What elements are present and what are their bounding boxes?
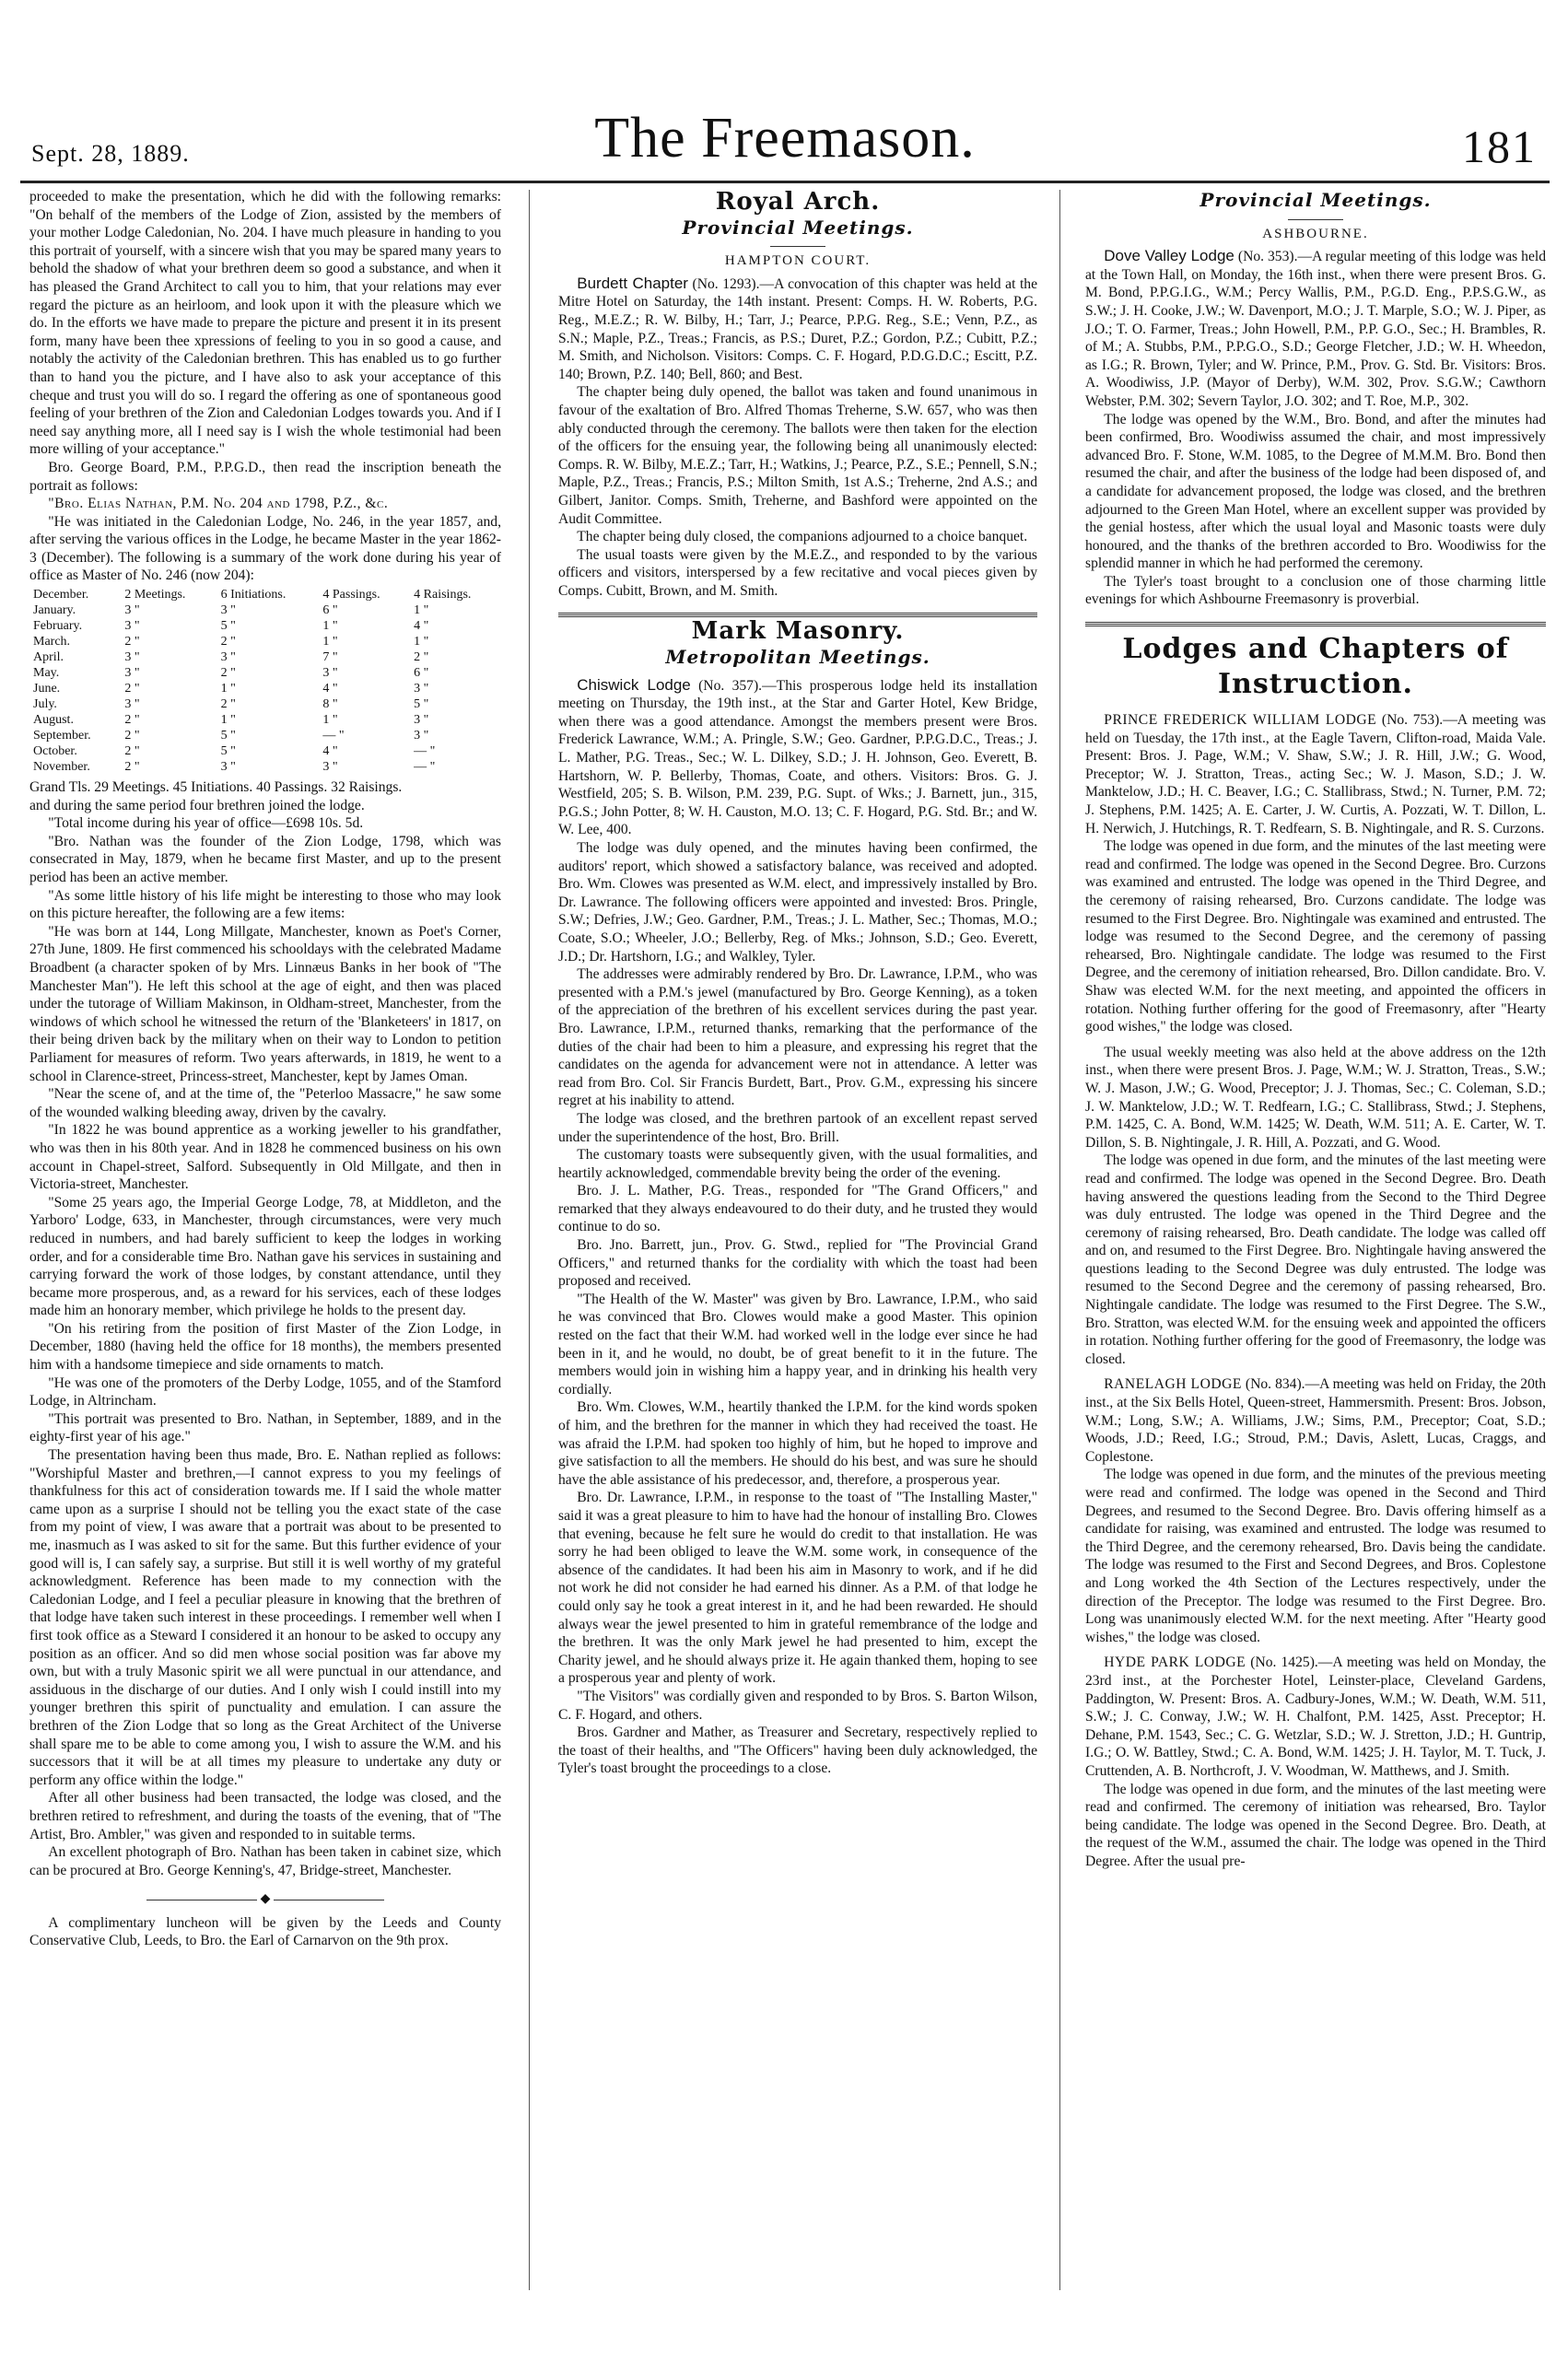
short-rule bbox=[770, 246, 825, 247]
paragraph: "Near the scene of, and at the time of, the "Peterloo Massacre," he saw some of the wounded walking bleeding away, driven by the cavalry. bbox=[29, 1086, 501, 1120]
paragraph: Bros. Gardner and Mather, as Treasurer and Secretary, respectively replied to the toast of their healths, and "The Officers" having been duly acknowledged, the Tyler's toast brought the proceedings to a close. bbox=[558, 1725, 1037, 1777]
table-cell: 3 " bbox=[124, 650, 140, 665]
newspaper-title: The Freemason. bbox=[594, 107, 976, 170]
table-row bbox=[29, 743, 501, 759]
paragraph: The lodge was opened by the W.M., Bro. Bond, and after the minutes had been confirmed, Bro. Woodiwiss assumed the chair, and most impressively advanced Bro. F. Stone, W.M. 1085, to the Degree of M.M.M. Bro. Bond then resumed the chair, and after the business of the lodge had been disposed of, and a candidate for advancement proposed, the lodge was closed, and the brethren adjourned to the Green Man Hotel, where an excellent supper was provided by the genial hostess, after which the usual loyal and Masonic toasts were duly honoured, and the thanks of the brethren accorded to Bro. Woodiwiss for the splendid manner in which he had performed the ceremony. bbox=[1085, 411, 1546, 572]
table-cell: 3 " bbox=[322, 666, 338, 681]
heading-line: Instruction. bbox=[1218, 668, 1413, 701]
table-row bbox=[29, 602, 501, 618]
lodge-name: Dove Valley Lodge bbox=[1104, 247, 1235, 265]
paragraph: "He was one of the promoters of the Derby Lodge, 1055, and of the Stamford Lodge, in Altrincham. bbox=[29, 1374, 501, 1409]
paragraph: and during the same period four brethren joined the lodge. bbox=[29, 797, 365, 813]
table-cell: 3 " bbox=[124, 603, 140, 618]
table-row bbox=[29, 696, 501, 712]
table-cell: 1 " bbox=[322, 635, 338, 649]
lodge-name: Chiswick Lodge bbox=[577, 675, 691, 694]
paragraph: The lodge was opened in due form, and the minutes of the last meeting were read and confirmed. The ceremony of initiation was rehearsed, Bro. Taylor being candidate. The lodge was opened in the Second Degree. Bro. Death, at the request of the W.M., assumed the chair. The lodge was opened in the Third Degree. After the usual pre- bbox=[1085, 1781, 1546, 1869]
table-cell: November. bbox=[33, 760, 90, 775]
table-cell: 2 " bbox=[124, 744, 140, 759]
table-cell: 3 " bbox=[124, 697, 140, 712]
paragraph: Bro. J. L. Mather, P.G. Treas., responded for "The Grand Officers," and remarked that they always endeavoured to do their duty, and he trusted they would continue to do so. bbox=[558, 1183, 1037, 1235]
table-cell: 1 " bbox=[414, 603, 429, 618]
table-header-row bbox=[29, 587, 501, 602]
table-cell: 3 " bbox=[220, 603, 236, 618]
masthead-rule bbox=[20, 181, 1550, 183]
paragraph: "He was born at 144, Long Millgate, Manchester, known as Poet's Corner, 27th June, 1809. He first commenced his schooldays with the celebrated Madame Broadbent (a character spoken of by Mrs. Linnæus Banks in her book of "The Manchester Man"). He left this school at the age of eight, and then was placed under the tutorage of William Makinson, in Oldham-street, Manchester, from the windows of which school he witnessed the return of the 'Blanketeers' in 1817, on their being driven back by the military when on their way to London to petition Parliament for measures of reform. Two years afterwards, in 1819, he went to a school in Clarence-street, Princess-street, Manchester, kept by James Oman. bbox=[29, 923, 501, 1084]
table-row bbox=[29, 649, 501, 665]
section-rule bbox=[1085, 622, 1546, 626]
lodge-name: HYDE PARK LODGE bbox=[1104, 1655, 1246, 1671]
paragraph: An excellent photograph of Bro. Nathan has been taken in cabinet size, which can be procured at Bro. George Kenning's, 47, Bridge-street, Manchester. bbox=[29, 1844, 501, 1878]
table-cell: 5 " bbox=[220, 729, 236, 743]
issue-date: Sept. 28, 1889. bbox=[31, 140, 190, 167]
lodge-report: —This prosperous lodge held its installation meeting on Thursday, the 19th inst., at the Star and Garter Hotel, Kew Bridge, when there was a good attendance. Amongst the members present were Bros. Frederick Lawrance, W.M.; A. Pringle, S.W.; Geo. Gardner, P.P.G.D.C., Treas.; J. L. Mather, P.G. Treas., Sec.; W. L. Dilkey, S.D.; J. H. Johnson, Geo. Everett, B. Hartshorn, W. P. Bellerby, Thomas, Coate, and others. Visitors: Bros. G. J. Westfield, 205; S. B. Wilson, P.M. 239, P.G. Supt. of Wks.; J. Barnett, jun., 315, P.G.S.; John Potter, 8; W. H. Causton, M.O. 13; C. F. Hogard, P.G. Std. Br.; and W. W. Lee, 400. bbox=[558, 677, 1037, 838]
paragraph: The usual weekly meeting was also held at the above address on the 12th inst., when there were present Bros. J. Page, W.M.; W. J. Stratton, Treas., S.W.; W. J. Mason, J.W.; G. Wood, Preceptor; J. J. Thomas, Sec.; C. Coleman, S.D.; J. W. Manktelow, J.D.; W. T. Redfearn, I.G.; C. Stallibrass, Stwd.; J. Stephens, P.M. 1425, C. A. Bond, W.M. 1425; W. Death, W.M. 511; A. E. Carter, W. T. Dillon, S. B. Nightingale, J. R. Hill, A. Pozzati, and G. Wood. bbox=[1085, 1044, 1546, 1151]
place-heading: HAMPTON COURT. bbox=[724, 253, 872, 269]
paragraph: proceeded to make the presentation, which he did with the following remarks: "On behalf of the members of the Lodge of Zion, assisted by the members of your mother Lodge Caledonian, No. 204. I have much pleasure in handing to you this portrait of yourself, with a sincere wish that you may be spared many years to behold the shadow of what your brethren deem so good a substance, and when it has pleased the Grand Architect to call you to him, that your relations may ever regard the picture as an heirloom, and look upon it with the pleasure which we do. In the efforts we have made to prepare the picture and present it in its present form, many have been thee xpressions of feeling to you in so good a cause, and notably the activity of the Caledonian brethren. This has enabled us to go further than to hand you the picture, and I have also to ask your acceptance of this cheque and trust you will do so. I regard the offering as one of spontaneous good feeling of your brethren of the Zion and Caledonian Lodges towards you. And if I need say anything more, all I need say is I wish the whole testimonial had been more willing of your acceptance." bbox=[29, 189, 501, 458]
paragraph: Bro. Jno. Barrett, jun., Prov. G. Stwd., replied for "The Provincial Grand Officers," and returned thanks for the cordiality with which the toast had been proposed and received. bbox=[558, 1237, 1037, 1290]
paragraph: "Total income during his year of office—£698 10s. 5d. bbox=[48, 815, 364, 832]
column-2 bbox=[558, 188, 1037, 2298]
paragraph: Bro. Dr. Lawrance, I.P.M., in response to the toast of "The Installing Master," said it was a great pleasure to him to have had the honour of installing Bro. Clowes that evening, because he felt sure he would do credit to that installation. He was sorry he had been obliged to leave the W.M. some work, in consequence of the absence of the candidates. It had been his aim in Masonry to work, and if he did not work he did not consider he had earned his dinner. As a P.M. of that lodge he could only say he took a great interest in it, and he had been rewarded. He should always wear the jewel presented to him in grateful remembrance of the lodge and the brethren. It was the only Mark jewel he had presented to him, except the Charity jewel, and he should always prize it. He again thanked them, hoping to see a prosperous year and plenty of work. bbox=[558, 1490, 1037, 1687]
table-cell: October. bbox=[33, 744, 77, 759]
paragraph: "Bro. Elias Nathan, P.M. No. 204 and 1798, P.Z., &c. bbox=[48, 496, 389, 512]
table-cell: 5 " bbox=[220, 619, 236, 634]
table-row bbox=[29, 665, 501, 681]
table-cell: 1 " bbox=[220, 713, 236, 728]
column-3 bbox=[1085, 188, 1546, 2298]
table-cell: January. bbox=[33, 603, 76, 618]
table-cell: 3 " bbox=[322, 760, 338, 775]
table-cell: June. bbox=[33, 682, 61, 696]
table-cell: August. bbox=[33, 713, 74, 728]
table-row bbox=[29, 759, 501, 775]
table-header-cell: 6 Initiations. bbox=[220, 588, 287, 602]
paragraph: Bro. Wm. Clowes, W.M., heartily thanked the I.P.M. for the kind words spoken of him, and the brethren for the manner in which they had received the toast. He was afraid the I.P.M. had spoken too highly of him, but he hoped to improve and give satisfaction to all the members. He should do his best, and was sure he should have the able assistance of his predecessor, and, therefore, a prosperous year. bbox=[558, 1399, 1037, 1488]
section-heading: Mark Masonry. bbox=[691, 617, 905, 646]
paragraph: "Some 25 years ago, the Imperial George Lodge, 78, at Middleton, and the Yarboro' Lodge, 633, in Manchester, through circumstances, were very much reduced in numbers, and had barely sufficient to keep the lodges in working order, and for a considerable time Bro. Nathan gave his services in sustaining and carrying forward the work of those lodges, by constant attendance, until they became more prosperous, and, as a reward for his services, each of these lodges made him an honorary member, which privilege he holds to the present day. bbox=[29, 1194, 501, 1319]
table-header-cell: 2 Meetings. bbox=[124, 588, 186, 602]
table-row bbox=[29, 618, 501, 634]
section-heading bbox=[1085, 632, 1546, 702]
table-cell: 2 " bbox=[220, 697, 236, 712]
table-cell: 3 " bbox=[414, 729, 429, 743]
table-cell: 6 " bbox=[322, 603, 338, 618]
page-number: 181 bbox=[1462, 121, 1537, 172]
lodge-report: —A convocation of this chapter was held at the Mitre Hotel on Saturday, the 14th instant. Present: Comps. H. W. Roberts, P.G. Reg., M.E.Z.; R. W. Bilby, H.; Tarr, J.; Pearce, P.P.G. Reg., S.E.; Venn, P.Z., as S.N.; Maple, P.Z., Treas.; Francis, as P.S.; Duret, P.Z.; Gordon, P.Z.; Cubitt, P.Z.; M. Smith, and Nicholson. Visitors: Comps. C. F. Hogard, P.D.G.D.C.; Escitt, P.Z. 140; Brown, P.Z. 140; Bell, 860; and Best. bbox=[558, 275, 1037, 382]
lodge-report: —A meeting was held on Tuesday, the 17th inst., at the Eagle Tavern, Clifton-road, Maida Vale. Present: Bros. J. Page, W.M.; V. Shaw, S.W.; J. R. Hill, J.W.; G. Wood, Preceptor; W. J. Stratton, Treas., acting Sec.; W. J. Mason, S.D.; J. W. Manktelow, J.D.; H. C. Beaver, I.G.; C. Stallibrass, Stwd.; N. Turner, P.M. 72; J. Stephens, P.M. 1425; A. E. Carter, J. W. Curtis, A. Pozzati, W. T. Dillon, L. H. Nerwich, J. Hutchings, R. T. Redfearn, S. B. Nightingale, and R. S. Curzons. bbox=[1085, 712, 1546, 836]
lodge-report: —A meeting was held on Monday, the 23rd inst., at the Porchester Hotel, Leinster-place, Cleveland Gardens, Paddington, W. Present: Bros. A. Cadbury-Jones, W.M.; W. Death, W.M. 511, S.W.; J. C. Conway, J.W.; W. H. Chalfont, P.M. 1425, Asst. Preceptor; H. Dehane, P.M. 1543, Sec.; C. G. Wetzlar, S.D.; W. J. Stretton, J.D.; H. Guntrip, I.G.; O. W. Battley, Stwd.; C. A. Bond, W.M. 1425; J. H. Taylor, M. T. Tuck, J. Cruttenden, A. B. Northcroft, J. V. Woodman, W. Matthews, and J. Smith. bbox=[1085, 1655, 1546, 1779]
table-cell: 4 " bbox=[322, 744, 338, 759]
lodge-number: (No. 353). bbox=[1237, 249, 1298, 265]
section-heading: Royal Arch. bbox=[715, 188, 881, 216]
table-cell: 8 " bbox=[322, 697, 338, 712]
table-cell: 3 " bbox=[414, 682, 429, 696]
place-heading: ASHBOURNE. bbox=[1262, 226, 1369, 241]
table-cell: — " bbox=[414, 760, 436, 775]
lodge-name: PRINCE FREDERICK WILLIAM LODGE bbox=[1104, 712, 1377, 729]
table-row bbox=[29, 728, 501, 743]
masthead bbox=[20, 92, 1550, 177]
table-cell: — " bbox=[414, 744, 436, 759]
lodge-number: (No. 1425). bbox=[1250, 1655, 1318, 1671]
table-cell: 1 " bbox=[220, 682, 236, 696]
table-cell: April. bbox=[33, 650, 64, 665]
table-cell: 2 " bbox=[124, 729, 140, 743]
table-cell: 3 " bbox=[220, 760, 236, 775]
lodge-report: —A regular meeting of this lodge was held at the Town Hall, on Monday, the 16th inst., when there were present Bros. G. M. Bond, P.P.G.I.G., W.M.; Percy Wallis, P.M., P.G.D. Eng., P.P.S.G.W., as S.W.; J. H. Cooke, J.W.; W. Davenport, M.O.; J. T. Marple, S.O.; W. J. Piper, as J.O.; T. O. Farmer, Treas.; John Howell, P.M., P.P. G.O., Sec.; H. Brambles, R. of M.; A. Stubbs, P.M., P.P.G.O., S.D.; George Fletcher, J.D.; W. H. Wheedon, as I.G.; R. Brown, Tyler; and W. Prince, P.M., Prov. G. Std. Br. Visitors: Bros. A. Woodiwiss, J.P. (Mayor of Derby), W.M. 302, Prov. S.G.W.; Cawthorn Webster, P.M. 302; Severn Taylor, J.O. 302; and T. Roe, M.P., 302. bbox=[1085, 249, 1546, 409]
table-cell: 5 " bbox=[414, 697, 429, 712]
table-cell: 3 " bbox=[124, 619, 140, 634]
lodge-report: —A meeting was held on Friday, the 20th inst., at the Six Bells Hotel, Queen-street, Hammersmith. Present: Bros. Jobson, W.M.; Long, S.W.; A. Williams, J.W.; Sims, P.M., Preceptor; Coat, S.D.; Woods, J.D.; Reed, I.G.; Stroud, P.M.; Davis, Aslett, Lucas, Craggs, and Coplestone. bbox=[1085, 1376, 1546, 1465]
table-cell: 2 " bbox=[414, 650, 429, 665]
lodge-name: Burdett Chapter bbox=[577, 274, 688, 292]
table-cell: 7 " bbox=[322, 650, 338, 665]
table-row bbox=[29, 712, 501, 728]
paragraph: Bro. George Board, P.M., P.P.G.D., then read the inscription beneath the portrait as follows: bbox=[29, 459, 501, 494]
column-1 bbox=[29, 188, 501, 2298]
table-cell: July. bbox=[33, 697, 57, 712]
table-cell: 4 " bbox=[414, 619, 429, 634]
paragraph: "This portrait was presented to Bro. Nathan, in September, 1889, and in the eighty-first year of his age." bbox=[29, 1410, 501, 1445]
table-cell: 3 " bbox=[414, 713, 429, 728]
table-header-cell: December. bbox=[33, 588, 89, 602]
table-cell: 4 " bbox=[322, 682, 338, 696]
table-cell: 2 " bbox=[124, 713, 140, 728]
table-header-cell: 4 Raisings. bbox=[414, 588, 472, 602]
table-cell: September. bbox=[33, 729, 91, 743]
table-cell: 2 " bbox=[124, 682, 140, 696]
paragraph: The lodge was opened in due form, and the minutes of the last meeting were read and confirmed. The lodge was opened in the Second Degree. Bro. Curzons was examined and entrusted. The lodge was opened in the Third Degree, and the ceremony of raising rehearsed, Bro. Curzons candidate. The lodge was resumed to the First Degree. Bro. Nightingale was examined and entrusted. The lodge was resumed to the Second Degree, and the ceremony of passing rehearsed, Bro. Nightingale candidate. The lodge was resumed to the First Degree, and the ceremony of initiation rehearsed, Bro. Dillon candidate. Bro. V. Shaw was elected W.M. for the next meeting, and appointed the officers in rotation. Nothing further offering for the good of Freemasonry, after "Hearty good wishes," the lodge was closed. bbox=[1085, 838, 1546, 1035]
paragraph: "On his retiring from the position of first Master of the Zion Lodge, in December, 1880 (having held the office for 18 months), the members presented him with a handsome timepiece and side ornaments to match. bbox=[29, 1320, 501, 1374]
table-cell: 3 " bbox=[124, 666, 140, 681]
paragraph: The lodge was opened in due form, and the minutes of the previous meeting were read and confirmed. The lodge was opened in the Second and Third Degrees, and resumed to the Second Degree. Bro. Davis offering himself as a candidate for raising, was examined and entrusted. The lodge was resumed to the Third Degree, and the ceremony rehearsed, Bro. Davis being the candidate. The lodge was resumed to the First and Second Degrees, and Bros. Coplestone and Long worked the 4th Section of the Lectures respectively, under the direction of the Preceptor. The lodge was resumed to the First Degree. Bro. Long was unanimously elected W.M. for the next meeting. After "Hearty good wishes," the lodge was closed. bbox=[1085, 1467, 1546, 1645]
table-cell: February. bbox=[33, 619, 83, 634]
section-subheading: Provincial Meetings. bbox=[682, 216, 914, 239]
table-cell: 2 " bbox=[124, 635, 140, 649]
table-cell: 3 " bbox=[220, 650, 236, 665]
paragraph: A complimentary luncheon will be given by the Leeds and County Conservative Club, Leeds, to Bro. the Earl of Carnarvon on the 9th prox. bbox=[29, 1914, 501, 1949]
lodge-number: (No. 753). bbox=[1381, 712, 1444, 729]
paragraph: The lodge was opened in due form, and the minutes of the last meeting were read and confirmed. The lodge was opened in the Second Degree. Bro. Death having answered the questions leading from the Second to the Third Degree was duly entrusted. The lodge was opened in the Third Degree and the ceremony of raising rehearsed, Bro. Death candidate. The lodge was called off and on, and resumed to the First Degree. Bro. Nightingale having answered the questions leading to the Second Degree was duly entrusted. The lodge was resumed to the Second Degree and the ceremony of passing rehearsed, Bro. Nightingale candidate. The lodge was resumed to the First Degree. The S.W., Bro. Stratton, was elected W.M. for the ensuing week and appointed the officers in rotation. Nothing further offering for the good of Freemasonry, the lodge was closed. bbox=[1085, 1152, 1546, 1367]
table-cell: — " bbox=[322, 729, 345, 743]
table-cell: 2 " bbox=[220, 635, 236, 649]
paragraph: The chapter being duly opened, the ballot was taken and found unanimous in favour of the exaltation of Bro. Alfred Thomas Treherne, S.W. 657, who was then ably conducted through the ceremony. The ballots were then taken for the election of the officers for the ensuing year, the following being all unanimously elected: Comps. R. W. Bilby, M.E.Z.; Tarr, H.; Watkins, J.; Pearce, P.Z., S.E.; Pennell, S.N.; Maple, P.Z., Treas.; Francis, P.S.; Milton Smith, 1st A.S.; Treherne, 2nd A.S.; and Gilbert, Janitor. Comps. Smith, Treherne, and Bashford were appointed on the Audit Committee. bbox=[558, 384, 1037, 527]
ornament-divider: ◆ bbox=[29, 1890, 501, 1909]
table-cell: 1 " bbox=[322, 713, 338, 728]
paragraph: "In 1822 he was bound apprentice as a working jeweller to his grandfather, who was then in his 80th year. And in 1828 he commenced business on his own account in Chapel-street, Salford. Subsequently in Old Millgate, and then in Victoria-street, Manchester. bbox=[29, 1122, 501, 1193]
summary-table bbox=[29, 587, 501, 775]
table-cell: 2 " bbox=[220, 666, 236, 681]
table-cell: March. bbox=[33, 635, 71, 649]
lodge-number: (No. 1293). bbox=[692, 275, 760, 292]
column-divider bbox=[1059, 190, 1060, 2290]
paragraph: The Tyler's toast brought to a conclusion one of those charming little evenings for which Ashbourne Freemasonry is proverbial. bbox=[1085, 573, 1546, 608]
paragraph: The presentation having been thus made, Bro. E. Nathan replied as follows: "Worshipful Master and brethren,—I cannot express to you my feelings of thankfulness for this act of consideration towards me. If I said the whole matter came upon as a surprise I should not be telling you the exact state of the case from my point of view, I was aware that a portrait was about to be presented to me, inasmuch as I was asked to sit for the same. But this further evidence of your good will is, I can safely say, a surprise. But still it is well worthy of my grateful acknowledgment. Reference has been made to my connection with the Caledonian Lodge, and I feel a peculiar pleasure in knowing that the brethren of that lodge have taken such interest in these proceedings. I remember well when I first took office as a Steward I considered it an honour to be asked to occupy any position as an officer. And so did men whose social position was far above my own, but with a truly Masonic spirit we all were punctual in our attendance, and assiduous in the discharge of our duties. And I only wish I could instill into my younger brethren this spirit of punctuality and emulation. I can assure the brethren of the Zion Lodge that so long as the Great Architect of the Universe shall spare me to be able to come among you, I wish to assure the W.M. and his successors that it will be at all times my pleasure to undertake any duty or perform any office within the lodge." bbox=[29, 1447, 501, 1788]
paragraph: The usual toasts were given by the M.E.Z., and responded to by the various officers and visitors, interspersed by a few recitative and vocal pieces given by Comps. Cubitt, Brown, and M. Smith. bbox=[558, 546, 1037, 599]
section-heading: Provincial Meetings. bbox=[1199, 189, 1432, 211]
table-cell: 1 " bbox=[414, 635, 429, 649]
table-cell: 5 " bbox=[220, 744, 236, 759]
paragraph: The addresses were admirably rendered by Bro. Dr. Lawrance, I.P.M., who was presented with a P.M.'s jewel (manufactured by Bro. George Kenning), as a token of the appreciation of the brethren of his excellent services during the past year. Bro. Lawrance, I.P.M., returned thanks, remarking that the performance of the duties of the chair had been to him a pleasure, and expressing his regret that the candidates on the agenda for advancement were not in attendance. A letter was read from Bro. Col. Sir Francis Burdett, Bart., Prov. G.M., expressing his sincere regret at his inability to attend. bbox=[558, 966, 1037, 1109]
paragraph: The chapter being duly closed, the companions adjourned to a choice banquet. bbox=[577, 529, 1028, 545]
table-total: Grand Tls. 29 Meetings. 45 Initiations. 40 Passings. 32 Raisings. bbox=[29, 779, 403, 796]
paragraph: "As some little history of his life might be interesting to those who may look on this picture hereafter, the following are a few items: bbox=[29, 887, 501, 922]
table-header-cell: 4 Passings. bbox=[322, 588, 380, 602]
table-cell: 2 " bbox=[124, 760, 140, 775]
table-row bbox=[29, 681, 501, 696]
table-row bbox=[29, 634, 501, 649]
paragraph: The lodge was duly opened, and the minutes having been confirmed, the auditors' report, which showed a satisfactory balance, was received and adopted. Bro. Wm. Clowes was presented as W.M. elect, and impressively installed by Bro. Dr. Lawrance. The following officers were appointed and invested: Bros. Pringle, S.W.; Defries, J.W.; Geo. Gardner, P.M., Treas.; J. L. Mather, Sec.; Thomas, M.O.; Coate, S.O.; Wheeler, J.O.; Bellerby, Reg. of Mks.; Johnson, S.D.; Geo. Everett, J.D.; Dr. Hartshorn, I.G.; and Walkley, Tyler. bbox=[558, 840, 1037, 965]
paragraph: The customary toasts were subsequently given, with the usual formalities, and heartily acknowledged, commendable brevity being the order of the evening. bbox=[558, 1147, 1037, 1181]
paragraph: The lodge was closed, and the brethren partook of an excellent repast served under the superintendence of the host, Bro. Brill. bbox=[558, 1110, 1037, 1145]
paragraph: "The Health of the W. Master" was given by Bro. Lawrance, I.P.M., who said he was convinced that Bro. Clowes would make a good Master. This opinion rested on the fact that their W.M. had worked well in the lodge ever since he had been in it, and he would, no doubt, be of great benefit to it in the future. The members would join in wishing him a happy year, and in drinking his health very cordially. bbox=[558, 1291, 1037, 1398]
paragraph: "Bro. Nathan was the founder of the Zion Lodge, 1798, which was consecrated in May, 1879, when he became first Master, and up to the present period has been an active member. bbox=[29, 833, 501, 886]
paragraph: After all other business had been transacted, the lodge was closed, and the brethren retired to refreshment, and during the toasts of the evening, that of "The Artist, Bro. Ambler," was given and responded to in suitable terms. bbox=[29, 1790, 501, 1842]
lodge-number: (No. 834). bbox=[1245, 1376, 1305, 1393]
table-cell: 6 " bbox=[414, 666, 429, 681]
lodge-number: (No. 357). bbox=[698, 677, 763, 694]
lodge-name: RANELAGH LODGE bbox=[1104, 1376, 1242, 1393]
paragraph: "He was initiated in the Caledonian Lodge, No. 246, in the year 1857, and, after serving the various offices in the Lodge, he became Master in the year 1862-3 (December). The following is a summary of the work done during his year of office as Master of No. 246 (now 204): bbox=[29, 513, 501, 584]
table-cell: 1 " bbox=[322, 619, 338, 634]
column-divider bbox=[529, 190, 530, 2290]
section-subheading: Metropolitan Meetings. bbox=[665, 646, 930, 669]
heading-line: Lodges and Chapters of bbox=[1122, 633, 1509, 666]
short-rule bbox=[1288, 219, 1343, 220]
table-cell: May. bbox=[33, 666, 60, 681]
paragraph: "The Visitors" was cordially given and responded to by Bros. S. Barton Wilson, C. F. Hogard, and others. bbox=[558, 1688, 1037, 1723]
